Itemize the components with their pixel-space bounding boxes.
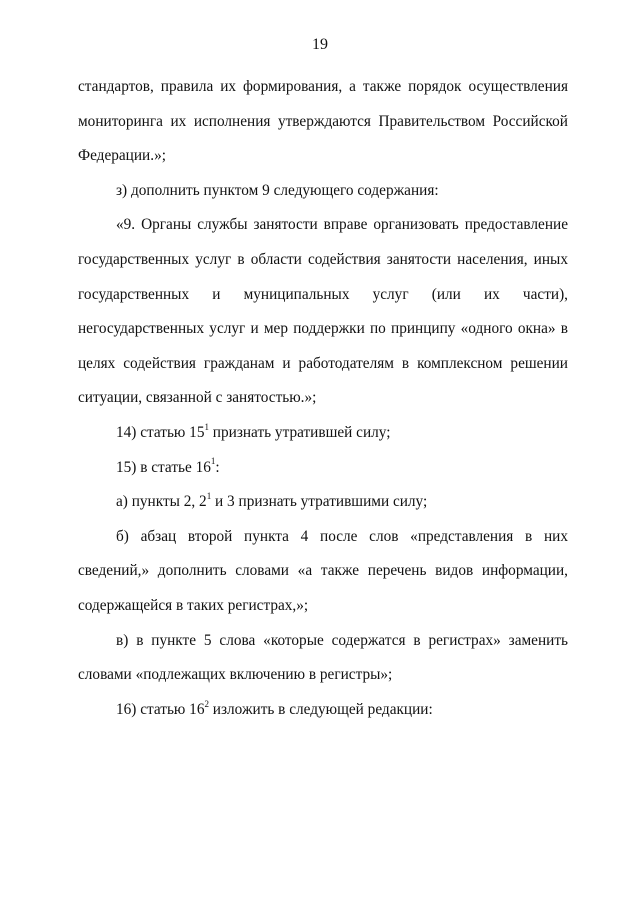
superscript: 2 bbox=[204, 698, 209, 709]
paragraph-item-15 bbox=[78, 451, 568, 486]
document-body bbox=[78, 70, 568, 727]
paragraph-item-16-text: 16) статью 16 bbox=[116, 700, 205, 718]
paragraph-item-14 bbox=[78, 416, 568, 451]
paragraph-item-v: в) в пункте 5 слова «которые содержатся в регистрах» заменить словами «подлежащих включению в регистры»; bbox=[78, 631, 568, 684]
superscript: 1 bbox=[210, 456, 216, 467]
paragraph-item-9-part-1: «9. Органы службы занятости вправе организовать предоставление государственных услуг в области содействия занятости населения, иных bbox=[78, 216, 568, 268]
paragraph-item-16 bbox=[78, 693, 568, 728]
paragraph-item-15-text: 15) в статье 16 bbox=[116, 458, 211, 476]
paragraph-item-a-tail: и 3 признать утратившими силу; bbox=[211, 493, 428, 511]
paragraph-item-9-part-3: негосударственных услуг и мер поддержки по принципу «одного окна» в целях содействия гражданам и работодателям в комплексном решении ситуации, связанной с занятостью.»; bbox=[78, 320, 568, 407]
paragraph-item-a-text: а) пункты 2, 2 bbox=[116, 493, 207, 511]
paragraph-standards-continuation: стандартов, правила их формирования, а также порядок осуществления мониторинга их исполнения утверждаются Правительством Российской Федерации.»; bbox=[78, 78, 568, 165]
page-number: 19 bbox=[312, 36, 328, 53]
superscript: 1 bbox=[206, 491, 212, 502]
superscript: 1 bbox=[204, 421, 209, 432]
paragraph-item-15-tail: : bbox=[215, 458, 220, 476]
paragraph-item-z: з) дополнить пунктом 9 следующего содержания: bbox=[116, 181, 439, 199]
paragraph-item-14-text: 14) статью 15 bbox=[116, 423, 205, 441]
paragraph-item-a bbox=[78, 485, 568, 520]
paragraph-item-b: б) абзац второй пункта 4 после слов «представления в них сведений,» дополнить словами «а также перечень видов информации, содержащейся в таких регистрах,»; bbox=[78, 527, 568, 614]
paragraph-item-9-part-2: государственных и муниципальных услуг (или их части), bbox=[78, 285, 568, 303]
paragraph-item-14-tail: признать утратившей силу; bbox=[208, 423, 391, 441]
paragraph-item-9-quote bbox=[78, 208, 568, 416]
paragraph-item-16-tail: изложить в следующей редакции: bbox=[208, 700, 433, 718]
